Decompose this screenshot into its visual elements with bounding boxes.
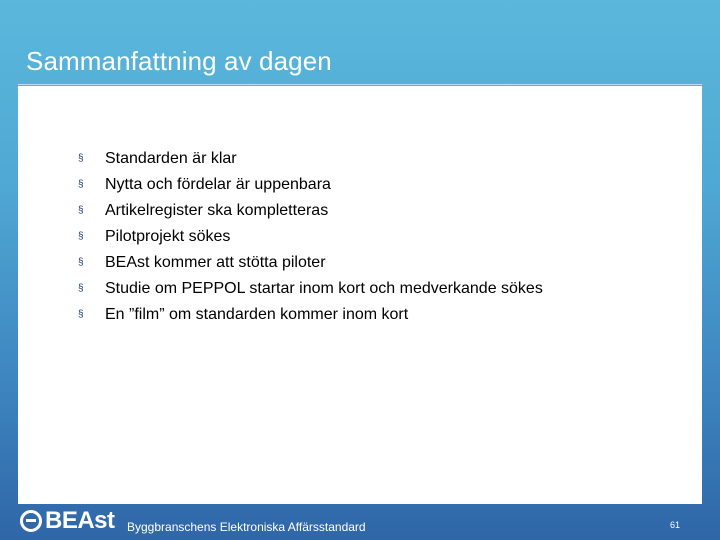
bullet-icon: § [78, 179, 84, 190]
bullet-text: En ”film” om standarden kommer inom kort [105, 306, 409, 323]
page-number: 61 [670, 520, 681, 530]
bullet-icon: § [78, 205, 84, 216]
bullet-icon: § [78, 231, 84, 242]
bullet-icon: § [78, 153, 84, 164]
bullet-text: Nytta och fördelar är uppenbara [105, 176, 331, 193]
bullet-text: BEAst kommer att stötta piloter [105, 254, 326, 271]
logo-text: BEAst [45, 507, 115, 534]
bullet-text: Artikelregister ska kompletteras [105, 202, 329, 219]
title-divider [18, 84, 702, 85]
bullet-text: Studie om PEPPOL startar inom kort och medverkande sökes [105, 280, 543, 297]
logo-icon [20, 510, 42, 532]
bullet-icon: § [78, 257, 84, 268]
slide-title: Sammanfattning av dagen [26, 46, 332, 76]
bullet-text: Standarden är klar [105, 150, 237, 167]
bullet-icon: § [78, 309, 84, 320]
beast-logo [20, 506, 115, 536]
bullet-icon: § [78, 283, 84, 294]
content-panel [18, 86, 702, 504]
bullet-text: Pilotprojekt sökes [105, 228, 231, 245]
footer-tagline: Byggbranschens Elektroniska Affärsstandard [127, 520, 366, 534]
